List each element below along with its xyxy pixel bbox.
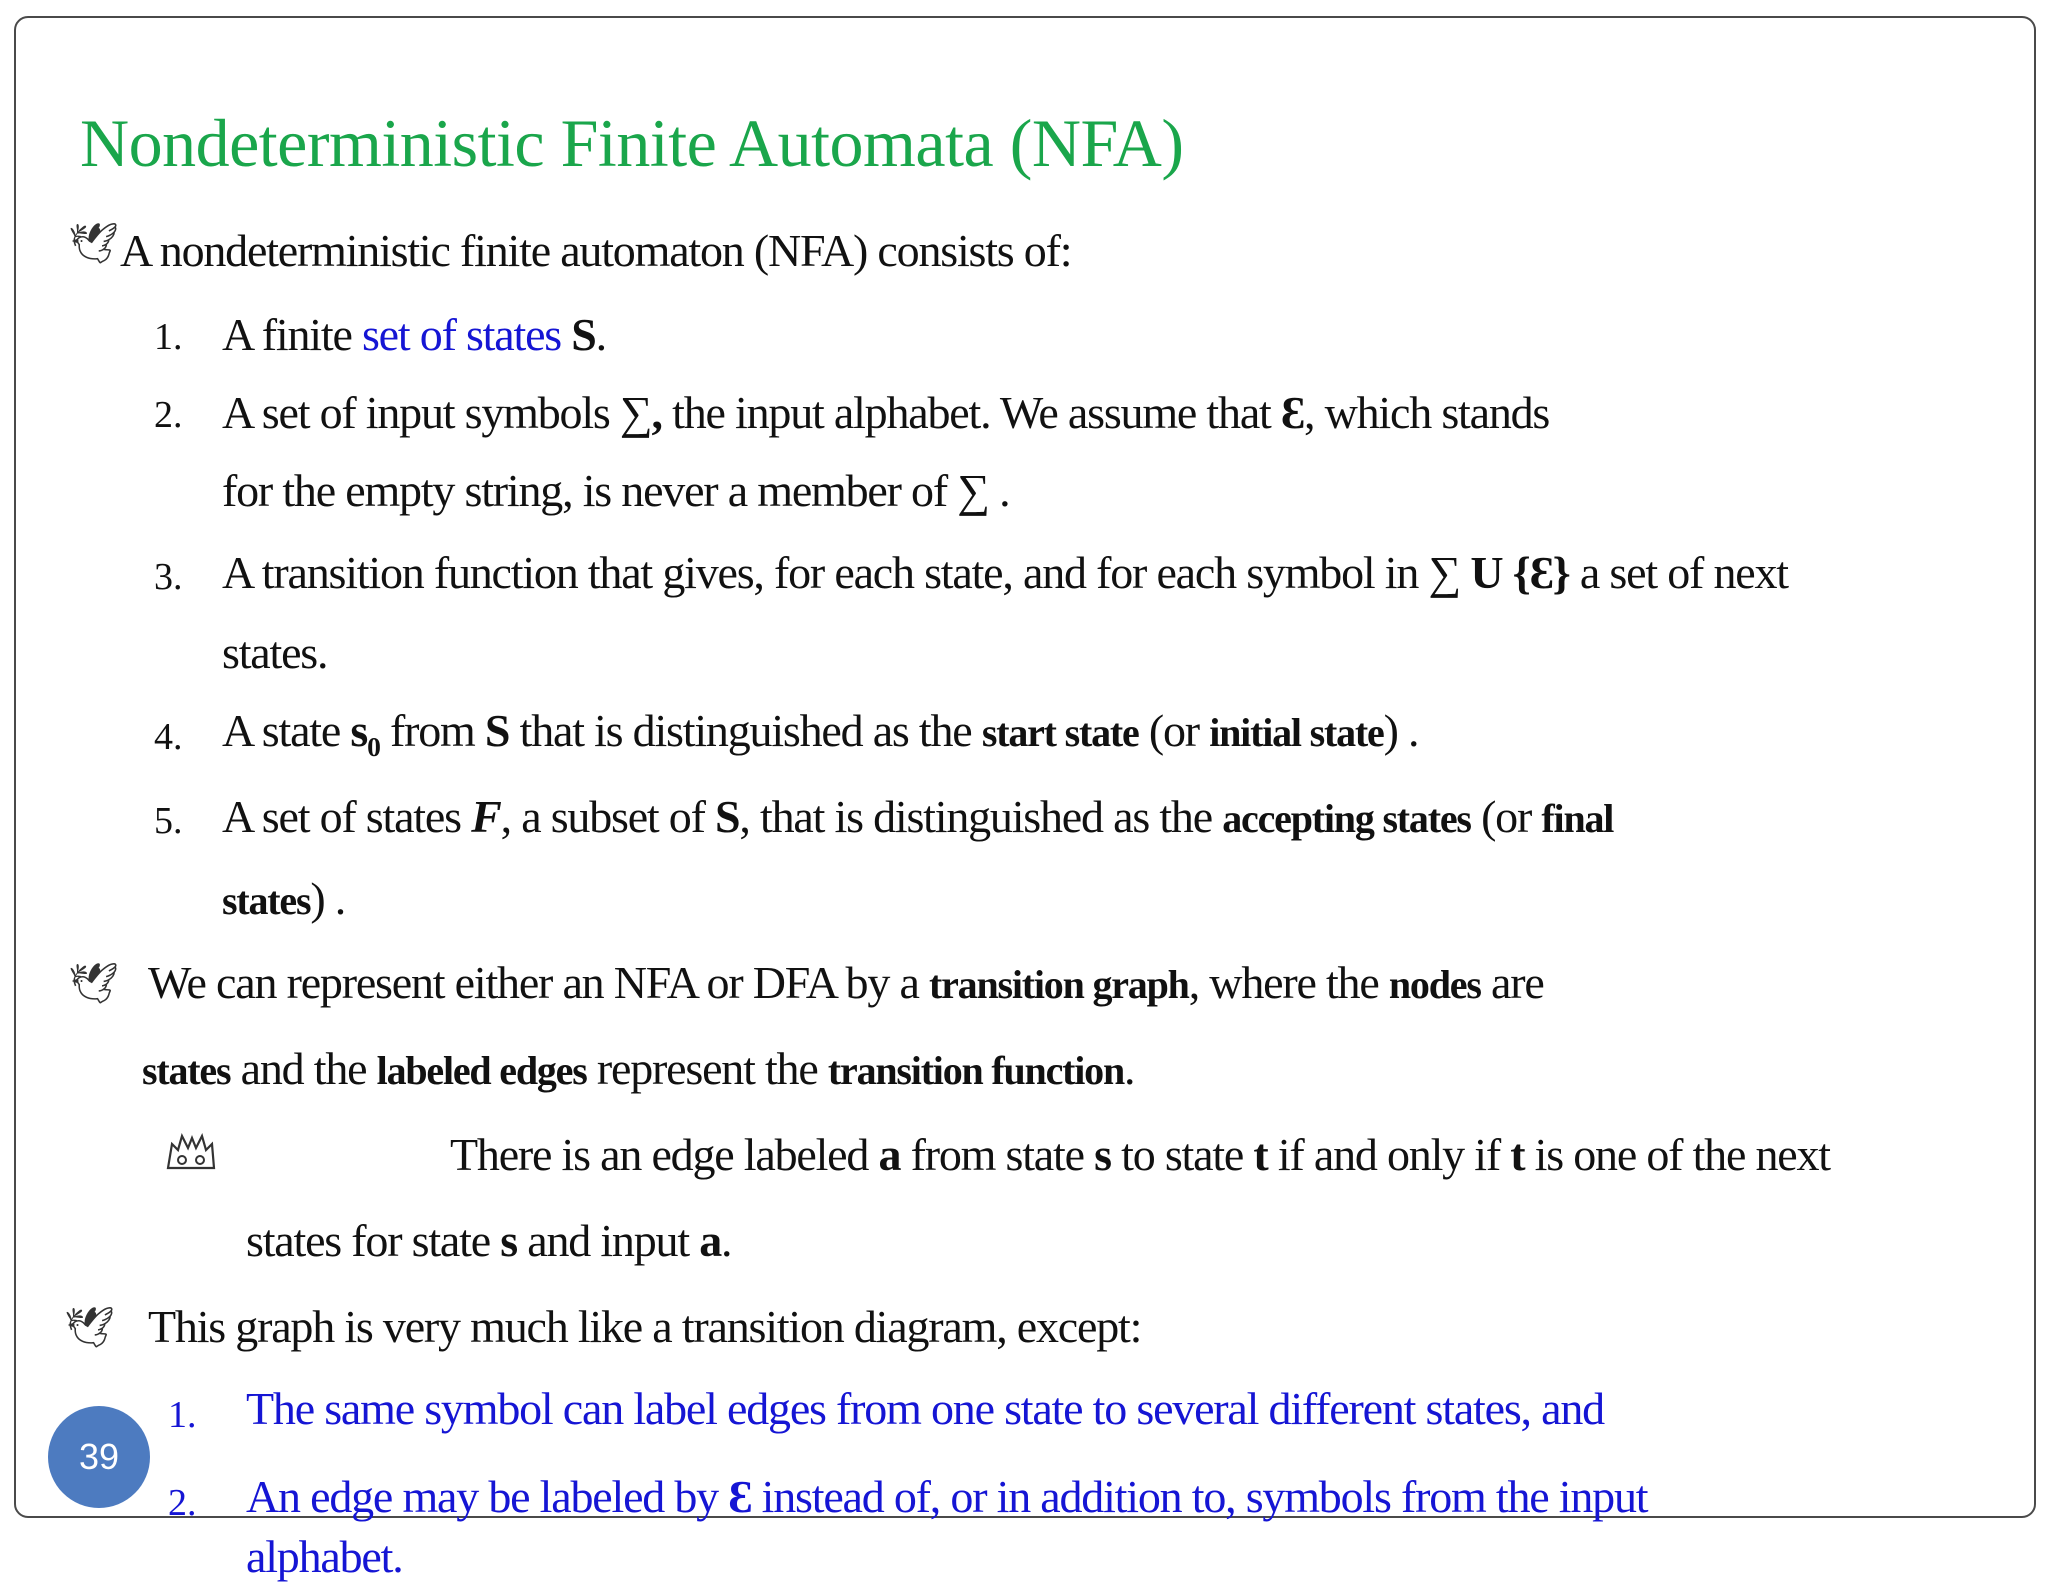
page-number-badge: 39 [48,1406,150,1508]
hands-icon [164,1130,218,1181]
graph-para-line1: We can represent either an NFA or DFA by a transition graph, where the nodes are [148,957,1544,1008]
dove-bullet-icon: 🕊 [68,961,119,1006]
sub-para-line2: states for state s and input a. [246,1215,732,1266]
item-2-text-cont: for the empty string, is never a member of ∑ . [222,465,1010,516]
item-5-text: A set of states F, a subset of S, that is distinguished as the accepting states (or final [222,791,1614,842]
item-number: 1. [154,316,183,358]
item-1-text: A finite set of states S. [222,309,606,360]
item-3-text: A transition function that gives, for each state, and for each symbol in ∑ U {Ɛ} a set of next [222,547,1788,598]
except-line: This graph is very much like a transition diagram, except: [148,1301,1142,1352]
item-number: 5. [154,800,183,842]
item-4-text: A state $s_0$ from S that is distinguished as the start state (or initial state) . [222,705,1419,763]
slide-title: Nondeterministic Finite Automata (NFA) [80,105,1184,181]
graph-para-line2: states and the labeled edges represent the transition function. [142,1043,1135,1094]
item-3-text-cont: states. [222,627,328,678]
item-number: 3. [154,556,183,598]
hands-icon-svg [164,1130,218,1174]
item-number: 2. [154,394,183,436]
intro-text: A nondeterministic finite automaton (NFA) consists of: [120,225,1072,276]
item-2-text: A set of input symbols ∑, the input alphabet. We assume that Ɛ, which stands [222,387,1550,438]
sub-para-line1: There is an edge labeled a from state s to state t if and only if t is one of the next [450,1129,1830,1180]
slide [14,16,2036,1582]
except-item-1: The same symbol can label edges from one state to several different states, and [246,1383,1604,1434]
item-5-text-cont: states) . [222,873,346,924]
except-item-2-cont: alphabet. [246,1531,403,1582]
except-item-number: 1. [168,1394,197,1436]
except-item-number: 2. [168,1482,197,1524]
except-item-2: An edge may be labeled by Ɛ instead of, or in addition to, symbols from the input [246,1471,1648,1522]
dove-bullet-icon: 🕊 [64,1305,115,1350]
item-number: 4. [154,716,183,758]
dove-bullet-icon: 🕊 [68,221,119,266]
